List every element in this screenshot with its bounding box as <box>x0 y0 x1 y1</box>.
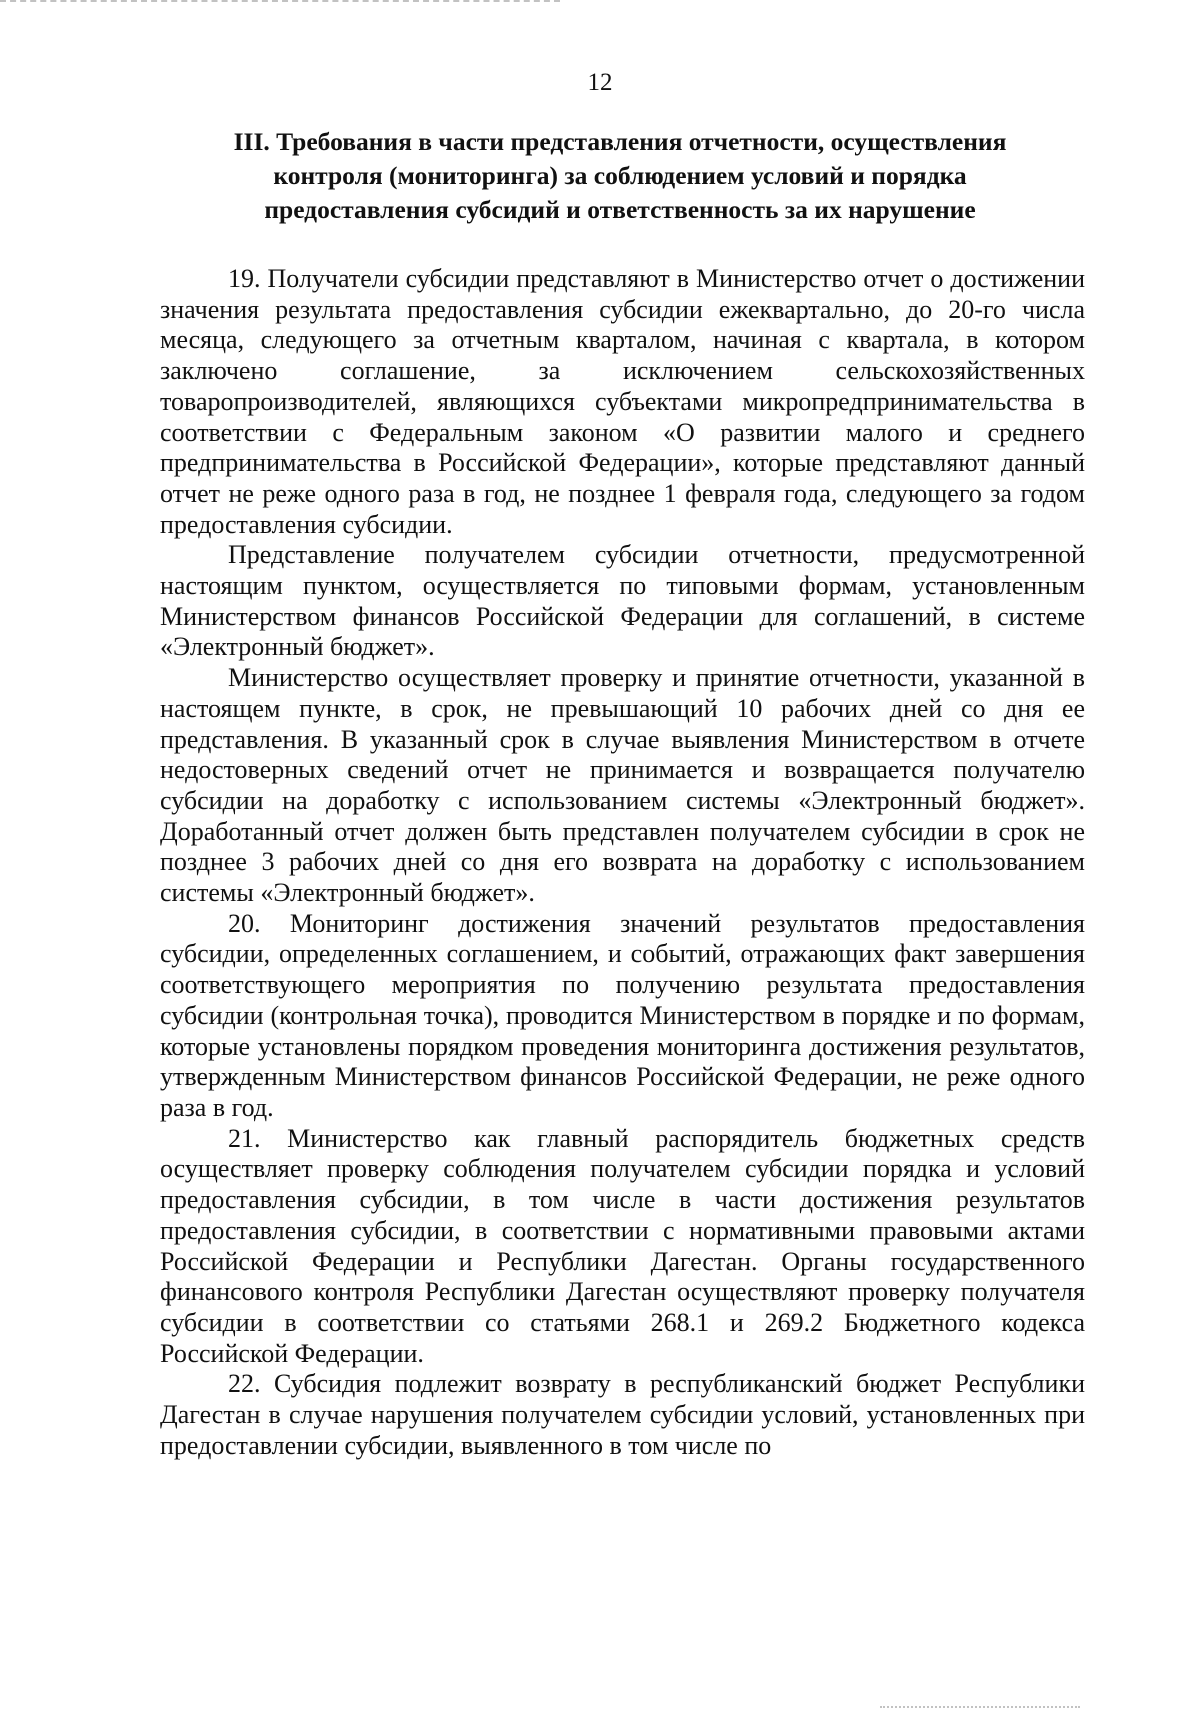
document-body <box>160 264 1085 1461</box>
section-heading-line-1: III. Требования в части представления отчетности, осуществления <box>233 127 1007 156</box>
section-heading <box>160 125 1080 227</box>
scan-edge-top <box>0 0 560 2</box>
paragraph-19-verification: Министерство осуществляет проверку и принятие отчетности, указанной в настоящем пункте, в срок, не превышающий 10 рабочих дней со дня ее представления. В указанный срок в случае выявления Министерством в отчете недостоверных сведений отчет не принимается и возвращается получателю субсидии на доработку с использованием системы «Электронный бюджет». Доработанный отчет должен быть представлен получателем субсидии в срок не позднее 3 рабочих дней со дня его возврата на доработку с использованием системы «Электронный бюджет». <box>160 663 1085 908</box>
section-heading-line-2: контроля (мониторинга) за соблюдением условий и порядка <box>273 161 967 190</box>
paragraph-21: 21. Министерство как главный распорядитель бюджетных средств осуществляет проверку соблюдения получателем субсидии порядка и условий предоставления субсидии, в том числе в части достижения результатов предоставления субсидии, в соответствии с нормативными правовыми актами Российской Федерации и Республики Дагестан. Органы государственного финансового контроля Республики Дагестан осуществляют проверку получателя субсидии в соответствии со статьями 268.1 и 269.2 Бюджетного кодекса Российской Федерации. <box>160 1123 1085 1368</box>
scan-edge-bottom <box>880 1706 1080 1708</box>
paragraph-19-reporting-forms: Представление получателем субсидии отчетности, предусмотренной настоящим пунктом, осуществляется по типовыми формам, установленным Министерством финансов Российской Федерации для соглашений, в системе «Электронный бюджет». <box>160 540 1085 662</box>
paragraph-19: 19. Получатели субсидии представляют в Министерство отчет о достижении значения результата предоставления субсидии ежеквартально, до 20-го числа месяца, следующего за отчетным кварталом, начиная с квартала, в котором заключено соглашение, за исключением сельскохозяйственных товаропроизводителей, являющихся субъектами микропредпринимательства в соответствии с Федеральным законом «О развитии малого и среднего предпринимательства в Российской Федерации», которые представляют данный отчет не реже одного раза в год, не позднее 1 февраля года, следующего за годом предоставления субсидии. <box>160 264 1085 539</box>
paragraph-22: 22. Субсидия подлежит возврату в республиканский бюджет Республики Дагестан в случае нарушения получателем субсидии условий, установленных при предоставлении субсидии, выявленного в том числе по <box>160 1369 1085 1460</box>
paragraph-20: 20. Мониторинг достижения значений результатов предоставления субсидии, определенных соглашением, и событий, отражающих факт завершения соответствующего мероприятия по получению результата предоставления субсидии (контрольная точка), проводится Министерством в порядке и по формам, которые установлены порядком проведения мониторинга достижения результатов, утвержденным Министерством финансов Российской Федерации, не реже одного раза в год. <box>160 908 1085 1122</box>
section-heading-line-3: предоставления субсидий и ответственность за их нарушение <box>264 195 976 224</box>
page-number: 12 <box>587 69 613 96</box>
